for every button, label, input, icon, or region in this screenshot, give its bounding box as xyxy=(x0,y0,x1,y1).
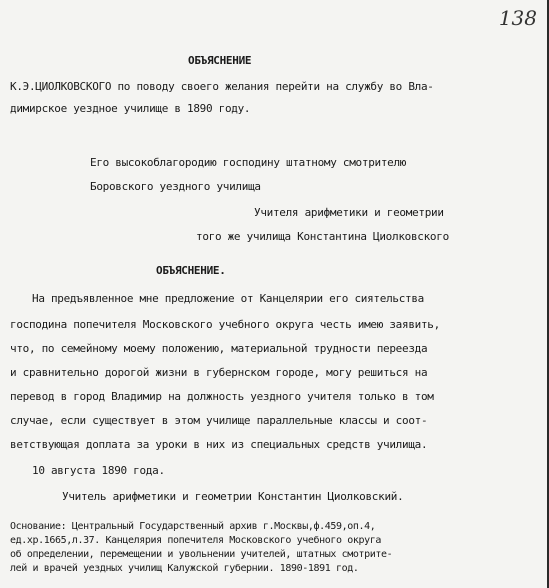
address-line-1: Его высокоблагородию господину штатному смотрителю xyxy=(90,156,407,169)
footnote-line: ед.хр.1665,л.37. Канцелярия попечителя Московского учебного округа xyxy=(10,535,381,546)
body-line: господина попечителя Московского учебного округа честь имею заявить, xyxy=(10,318,440,331)
address-line-2: Боровского уездного училища xyxy=(90,180,261,193)
address-line-4: того же училища Константина Циолковского xyxy=(196,230,449,243)
footnote-line: лей и врачей уездных училищ Калужской губернии. 1890-1891 год. xyxy=(10,563,359,574)
signature-line: Учитель арифметики и геометрии Константин Циолковский. xyxy=(62,490,404,503)
body-line: ветствующая доплата за уроки в них из специальных средств училища. xyxy=(10,438,428,451)
body-line: что, по семейному моему положению, материальной трудности переезда xyxy=(10,342,428,355)
footnote-line: Основание: Центральный Государственный архив г.Москвы,ф.459,оп.4, xyxy=(10,521,376,532)
address-line-3: Учителя арифметики и геометрии xyxy=(254,206,444,219)
body-line: перевод в город Владимир на должность уездного учителя только в том xyxy=(10,390,434,403)
body-line: На предъявленное мне предложение от Канцелярии его сиятельства xyxy=(32,292,424,305)
body-heading: ОБЪЯСНЕНИЕ. xyxy=(156,264,226,277)
header-line-1: К.Э.ЦИОЛКОВСКОГО по поводу своего желания перейти на службу во Вла- xyxy=(10,80,434,93)
document-title: ОБЪЯСНЕНИЕ xyxy=(188,54,252,67)
header-line-2: димирское уездное училище в 1890 году. xyxy=(10,102,251,115)
body-line: и сравнительно дорогой жизни в губернском городе, могу решиться на xyxy=(10,366,428,379)
letter-date: 10 августа 1890 года. xyxy=(32,464,165,477)
body-line: случае, если существует в этом училище параллельные классы и соот- xyxy=(10,414,428,427)
footnote-line: об определении, перемещении и увольнении учителей, штатных смотрите- xyxy=(10,549,393,560)
page-number: 138 xyxy=(498,6,537,30)
